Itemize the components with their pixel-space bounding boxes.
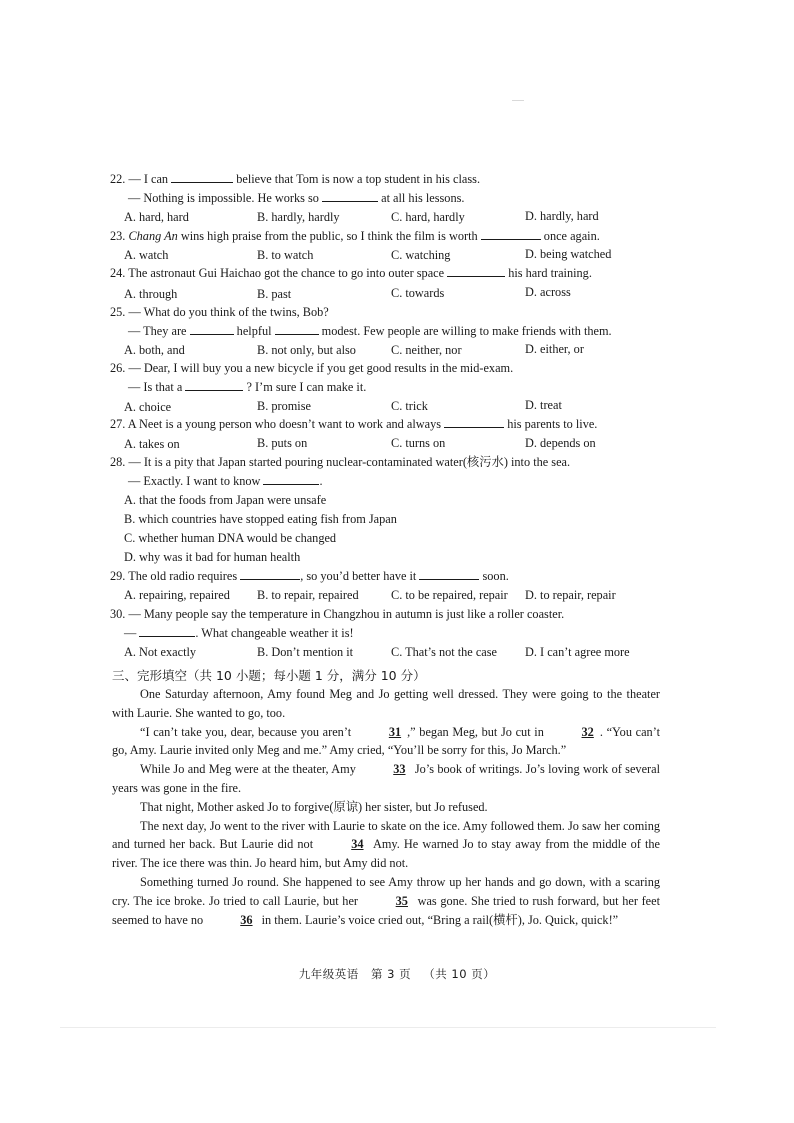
q23-stem-text: wins high praise from the public, so I think the film is worth bbox=[180, 229, 478, 243]
q29-option-c: C. to be repaired, repair bbox=[391, 588, 508, 602]
page-footer bbox=[0, 966, 794, 982]
q24-stem-text: 24. The astronaut Gui Haichao got the chance to go into outer space bbox=[110, 266, 445, 280]
footer-page-number: 第 3 页 bbox=[370, 967, 412, 981]
q24-option-b: B. past bbox=[257, 287, 292, 301]
q25-reply-text: — They are bbox=[128, 324, 187, 338]
q23-number: 23. bbox=[110, 229, 126, 243]
q30-blank bbox=[139, 625, 195, 637]
q25-stem: 25. — What do you think of the twins, Bob? bbox=[110, 305, 329, 319]
q29-option-a: A. repairing, repaired bbox=[124, 588, 230, 602]
q24-option-a: A. through bbox=[124, 287, 178, 301]
q30-option-b: B. Don’t mention it bbox=[257, 645, 354, 659]
q28-reply-text-2: . bbox=[319, 474, 323, 488]
q25-option-b: B. not only, but also bbox=[257, 343, 356, 357]
q22-option-d: D. hardly, hard bbox=[525, 209, 599, 223]
blank-33: 33 bbox=[393, 762, 406, 777]
q22-reply bbox=[128, 190, 464, 206]
q30-option-a: A. Not exactly bbox=[124, 645, 197, 659]
passage-text: While Jo and Meg were at the theater, Amy bbox=[140, 762, 356, 777]
q27-option-b: B. puts on bbox=[257, 436, 308, 450]
passage-paragraph-3 bbox=[112, 760, 660, 798]
q26-reply-text: — Is that a bbox=[128, 380, 183, 394]
q24-option-c: C. towards bbox=[391, 286, 445, 300]
blank-36: 36 bbox=[240, 912, 253, 927]
q23-option-d: D. being watched bbox=[525, 247, 612, 261]
passage-text: was gone. She tried to rush forward, but her feet seemed to have no bbox=[112, 893, 660, 927]
q26-option-a: A. choice bbox=[124, 400, 172, 414]
q23-blank bbox=[481, 228, 541, 240]
q30-reply-text: — bbox=[124, 626, 137, 640]
q29-stem-text-2: , so you’d better have it bbox=[300, 569, 417, 583]
passage-text: . “You can’t go, Amy. Laurie invited only Meg and me.” Amy cried, “You’ll be sorry for this, Jo March.” bbox=[112, 724, 660, 758]
q23-stem bbox=[110, 228, 600, 244]
passage-text: Jo’s book of writings. Jo’s loving work of several years was gone in the fire. bbox=[112, 762, 660, 795]
passage-text: Something turned Jo round. She happened to see Amy throw up her hands and go down, with a scaring cry. The ice broke. Jo tried to call Laurie, but her bbox=[112, 874, 660, 908]
q29-option-d: D. to repair, repair bbox=[525, 588, 616, 602]
q28-option-c: C. whether human DNA would be changed bbox=[124, 531, 337, 545]
q25-reply bbox=[128, 323, 612, 339]
passage-text: Amy. He warned Jo to stay away from the middle of the river. The ice there was thin. Jo heard him, but Amy did not. bbox=[112, 837, 661, 871]
q25-option-d: D. either, or bbox=[525, 342, 584, 356]
q22-blank-1 bbox=[171, 171, 233, 183]
q23-option-c: C. watching bbox=[391, 248, 451, 262]
q24-stem-text-2: his hard training. bbox=[508, 266, 592, 280]
q27-option-d: D. depends on bbox=[525, 436, 596, 450]
footer-total-pages: （共 10 页） bbox=[423, 967, 496, 981]
passage-text: ,” began Meg, but Jo cut in bbox=[407, 724, 544, 739]
q25-option-c: C. neither, nor bbox=[391, 343, 462, 357]
passage-paragraph-5 bbox=[112, 817, 660, 873]
q27-option-a: A. takes on bbox=[124, 437, 180, 451]
q23-stem-text-2: once again. bbox=[543, 229, 600, 243]
q22-option-a: A. hard, hard bbox=[124, 210, 189, 224]
q24-blank bbox=[447, 265, 505, 277]
q25-option-a: A. both, and bbox=[124, 343, 185, 357]
passage-paragraph-4: That night, Mother asked Jo to forgive(原谅) her sister, but Jo refused. bbox=[140, 799, 488, 814]
blank-31: 31 bbox=[388, 724, 402, 739]
q30-option-d: D. I can’t agree more bbox=[525, 645, 630, 659]
q22-reply-text: — Nothing is impossible. He works so bbox=[128, 191, 319, 205]
scan-mark-top bbox=[512, 100, 524, 101]
q22-stem-text-2: believe that Tom is now a top student in his class. bbox=[236, 172, 481, 186]
q23-option-a: A. watch bbox=[124, 248, 169, 262]
q22-stem-text: 22. — I can bbox=[110, 172, 169, 186]
q25-reply-text-2: helpful bbox=[236, 324, 272, 338]
q28-option-d: D. why was it bad for human health bbox=[124, 550, 301, 564]
q27-stem-text: 27. A Neet is a young person who doesn’t want to work and always bbox=[110, 417, 442, 431]
q29-stem bbox=[110, 568, 509, 584]
passage-text: The next day, Jo went to the river with Laurie to skate on the ice. Amy followed them. Jo saw her coming and turned her back. But Laurie did not bbox=[112, 818, 660, 852]
passage-text: “I can’t take you, dear, because you aren’t bbox=[140, 724, 352, 739]
q30-stem: 30. — Many people say the temperature in Changzhou in autumn is just like a roller coaster. bbox=[110, 607, 565, 621]
q25-blank-1 bbox=[190, 323, 234, 335]
q28-reply bbox=[128, 473, 323, 489]
q28-stem: 28. — It is a pity that Japan started pouring nuclear-contaminated water(核污水) into the sea. bbox=[110, 455, 571, 469]
q30-reply bbox=[124, 625, 354, 641]
q26-blank bbox=[185, 379, 243, 391]
q27-stem bbox=[110, 416, 597, 432]
q26-option-d: D. treat bbox=[525, 398, 562, 412]
q24-stem bbox=[110, 265, 592, 281]
q22-option-b: B. hardly, hardly bbox=[257, 210, 340, 224]
q29-stem-text-3: soon. bbox=[482, 569, 509, 583]
q22-reply-text-2: at all his lessons. bbox=[381, 191, 465, 205]
q28-option-b: B. which countries have stopped eating fish from Japan bbox=[124, 512, 397, 526]
q26-option-b: B. promise bbox=[257, 399, 311, 413]
q22-blank-2 bbox=[322, 190, 378, 202]
q29-stem-text: 29. The old radio requires bbox=[110, 569, 238, 583]
q29-option-b: B. to repair, repaired bbox=[257, 588, 359, 602]
q22-option-c: C. hard, hardly bbox=[391, 210, 465, 224]
section-title-cloze: 三、完形填空（共 10 小题；每小题 1 分，满分 10 分） bbox=[112, 668, 426, 683]
q22-stem bbox=[110, 171, 480, 187]
q26-reply-text-2: ? I’m sure I can make it. bbox=[246, 380, 367, 394]
q28-reply-text: — Exactly. I want to know bbox=[128, 474, 261, 488]
footer-subject: 九年级英语 bbox=[298, 967, 359, 981]
cloze-passage bbox=[112, 685, 660, 929]
q27-blank bbox=[444, 416, 504, 428]
passage-text: in them. Laurie’s voice cried out, “Bring a rail(横杆), Jo. Quick, quick!” bbox=[261, 912, 619, 927]
q30-option-c: C. That’s not the case bbox=[391, 645, 497, 659]
q26-option-c: C. trick bbox=[391, 399, 428, 413]
q28-option-a: A. that the foods from Japan were unsafe bbox=[124, 493, 327, 507]
scan-mark-bottom bbox=[60, 1027, 716, 1028]
q29-blank-1 bbox=[240, 568, 300, 580]
q25-reply-text-3: modest. Few people are willing to make friends with them. bbox=[321, 324, 612, 338]
q29-blank-2 bbox=[419, 568, 479, 580]
q27-option-c: C. turns on bbox=[391, 436, 446, 450]
q30-reply-text-2: . What changeable weather it is! bbox=[195, 626, 354, 640]
q26-stem: 26. — Dear, I will buy you a new bicycle if you get good results in the mid-exam. bbox=[110, 361, 514, 375]
q23-film-title: Chang An bbox=[128, 229, 178, 243]
q24-option-d: D. across bbox=[525, 285, 571, 299]
q28-blank bbox=[263, 473, 319, 485]
passage-paragraph-2 bbox=[112, 723, 660, 761]
q25-blank-2 bbox=[275, 323, 319, 335]
passage-paragraph-1: One Saturday afternoon, Amy found Meg and Jo getting well dressed. They were going to the theater with Laurie. She wanted to go, too. bbox=[112, 687, 660, 720]
blank-35: 35 bbox=[395, 893, 408, 908]
q27-stem-text-2: his parents to live. bbox=[507, 417, 598, 431]
passage-paragraph-6 bbox=[112, 873, 660, 929]
q26-reply bbox=[128, 379, 366, 395]
blank-34: 34 bbox=[351, 837, 364, 852]
q23-option-b: B. to watch bbox=[257, 248, 314, 262]
blank-32: 32 bbox=[581, 724, 594, 739]
